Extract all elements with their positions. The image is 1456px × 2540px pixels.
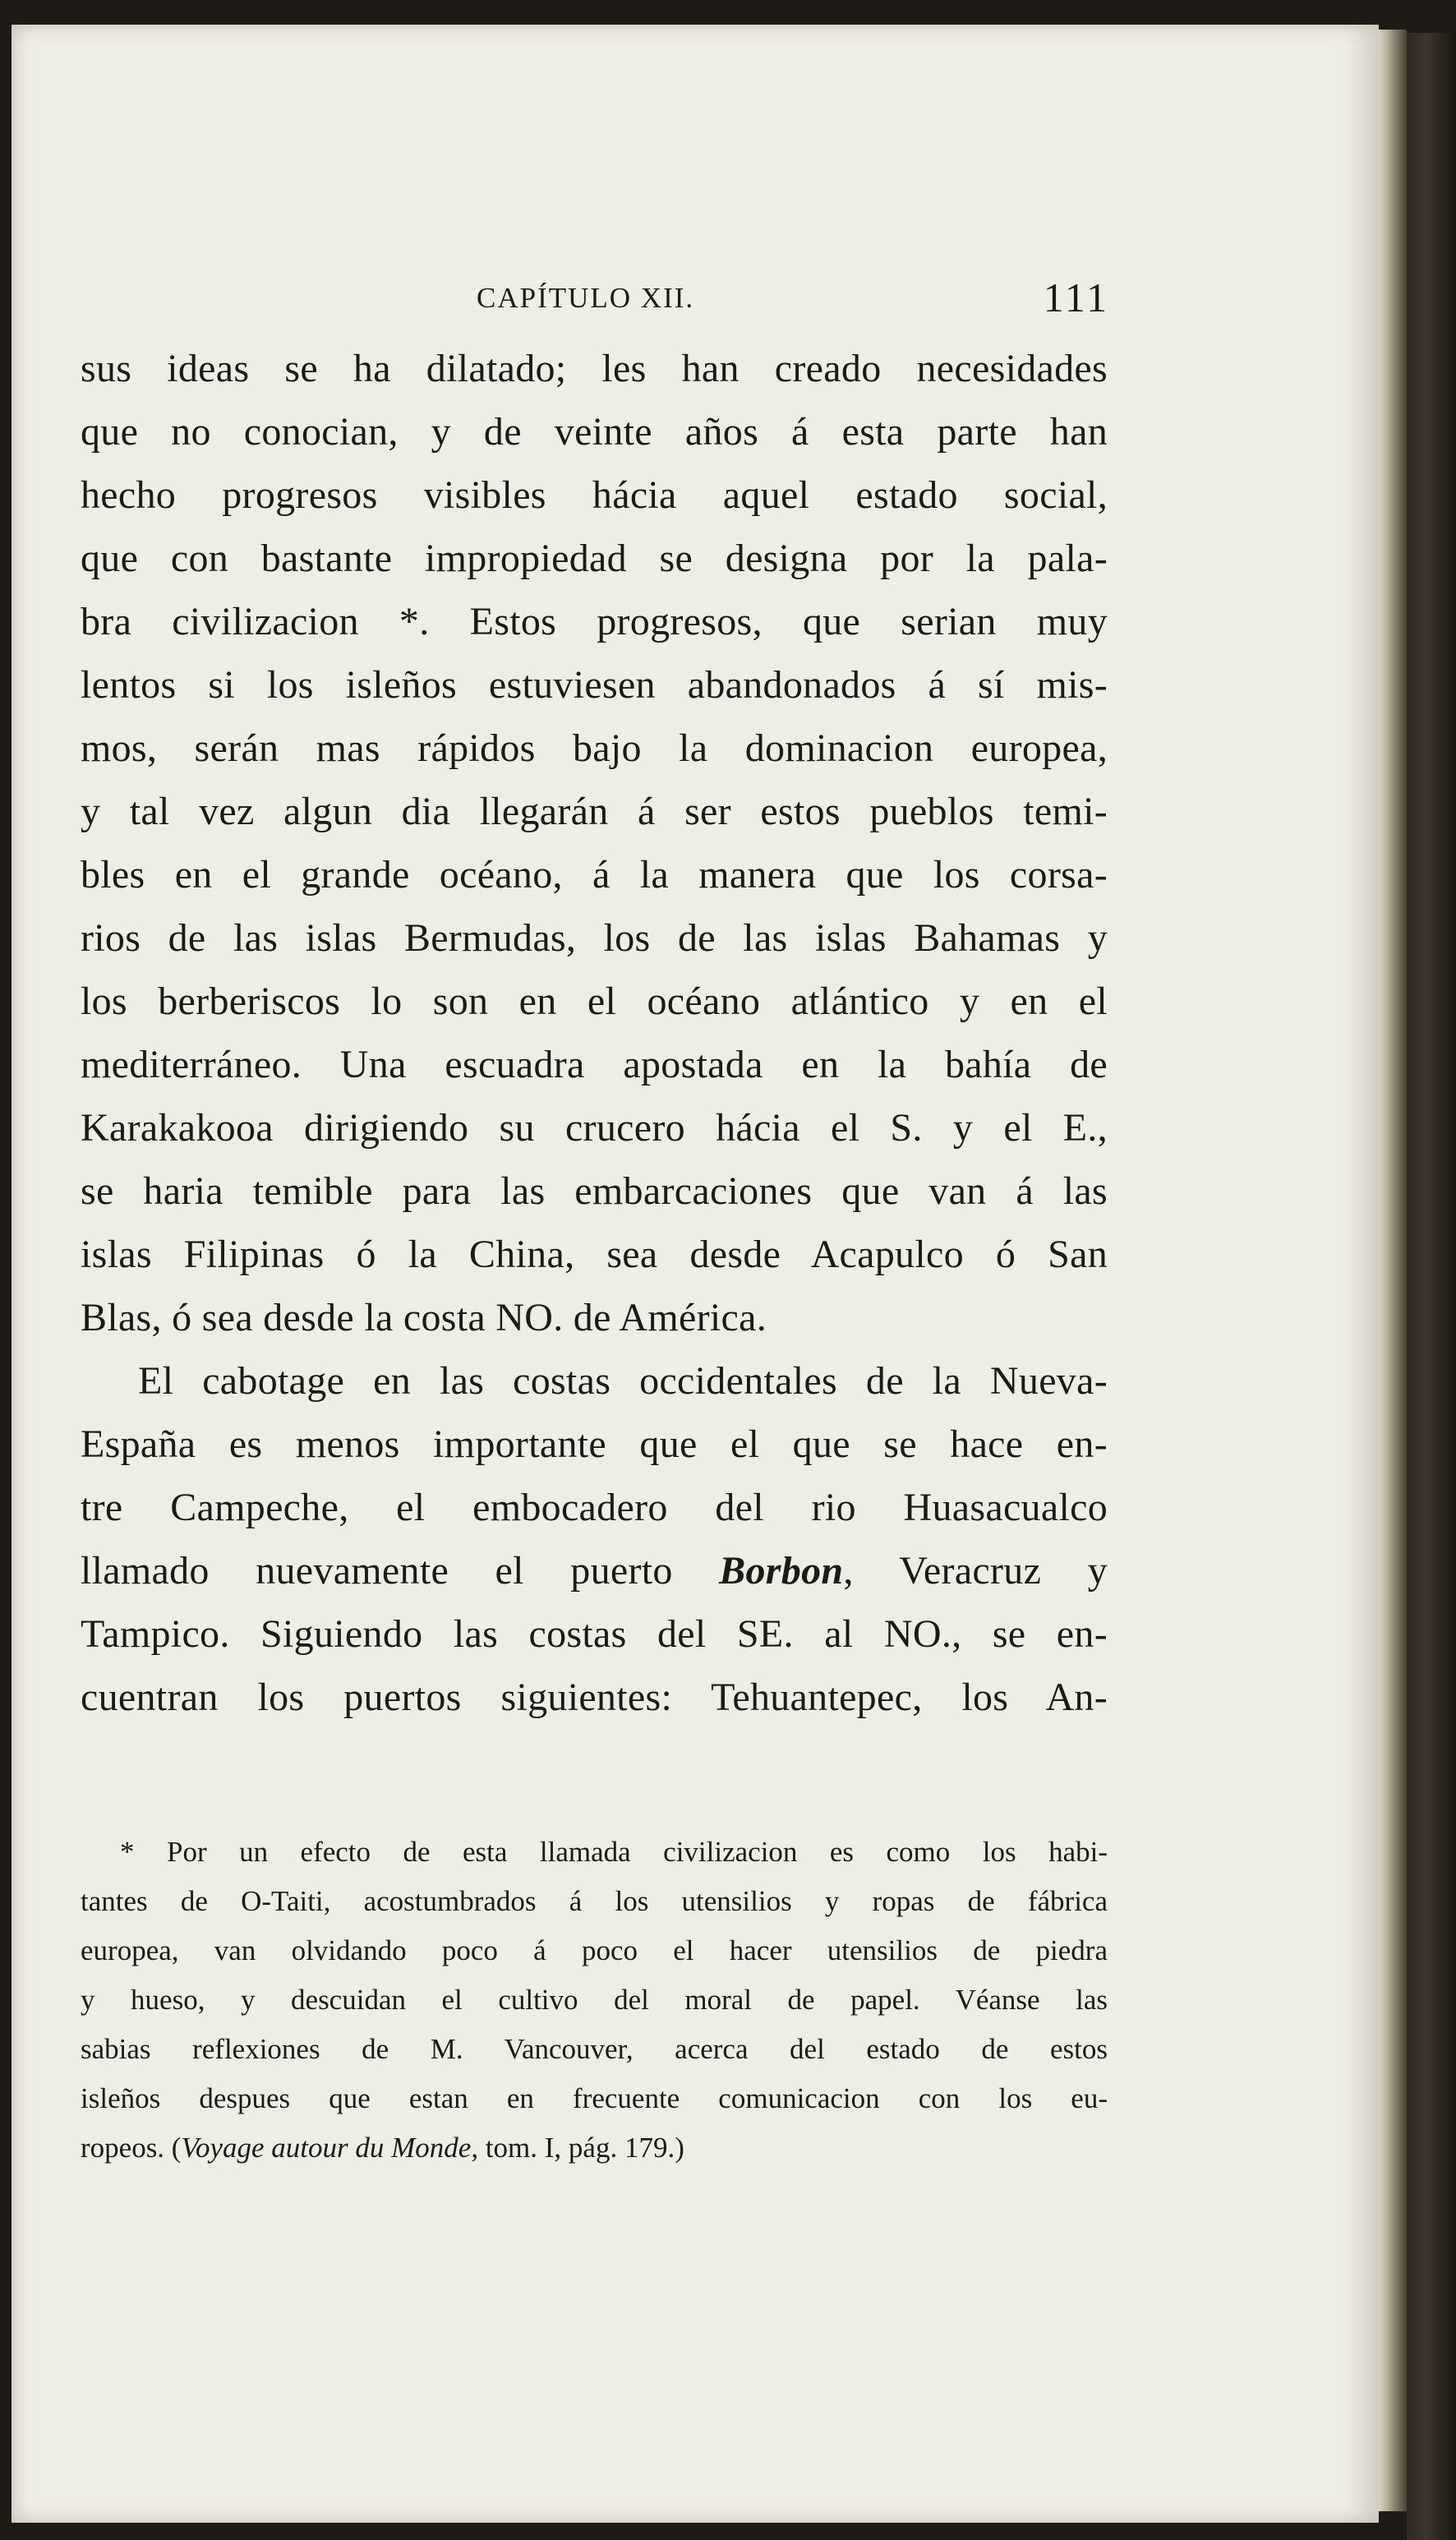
- text-line: y tal vez algun dia llegarán á ser estos pueblos temi-: [81, 790, 1108, 833]
- text-line: que con bastante impropiedad se designa por la pala-: [81, 537, 1108, 580]
- text-line: tre Campeche, el embocadero del rio Huasacualco: [81, 1486, 1108, 1529]
- footnote-line: sabias reflexiones de M. Vancouver, acerca del estado de estos: [81, 2033, 1108, 2065]
- text-line: que no conocian, y de veinte años á esta parte han: [81, 410, 1108, 454]
- footnote-line: europea, van olvidando poco á poco el hacer utensilios de piedra: [81, 1934, 1108, 1966]
- running-header: [477, 274, 1109, 323]
- text-line: bra civilizacion *. Estos progresos, que serian muy: [81, 600, 1108, 643]
- footnote-line: y hueso, y descuidan el cultivo del moral de papel. Véanse las: [81, 1984, 1108, 2016]
- footnote: [81, 1828, 1108, 2173]
- text-line: lentos si los isleños estuviesen abandonados á sí mis-: [81, 663, 1108, 707]
- book-cover-edge: [1407, 33, 1456, 2540]
- footnote-line: tantes de O-Taiti, acostumbrados á los utensilios y ropas de fábrica: [81, 1885, 1108, 1917]
- text-line: cuentran los puertos siguientes: Tehuantepec, los An-: [81, 1676, 1108, 1719]
- text-fragment: llamado nuevamente el puerto: [81, 1549, 720, 1593]
- running-title: CAPÍTULO XII.: [477, 282, 695, 314]
- text-line: rios de las islas Bermudas, los de las islas Bahamas y: [81, 916, 1108, 960]
- text-line: mediterráneo. Una escuadra apostada en la bahía de: [81, 1043, 1108, 1086]
- body-text: [81, 337, 1108, 1729]
- footnote-line: [81, 2123, 1108, 2173]
- text-line: islas Filipinas ó la China, sea desde Acapulco ó San: [81, 1233, 1108, 1276]
- text-fragment: , Veracruz y: [843, 1549, 1108, 1593]
- text-line: se haria temible para las embarcaciones que van á las: [81, 1169, 1108, 1213]
- text-fragment: , tom. I, pág. 179.): [471, 2132, 684, 2164]
- page-fore-edge: [1379, 30, 1407, 2511]
- text-line: mos, serán mas rápidos bajo la dominacion europea,: [81, 726, 1108, 770]
- text-line: hecho progresos visibles hácia aquel estado social,: [81, 473, 1108, 517]
- text-line: [81, 1539, 1108, 1602]
- text-line: Blas, ó sea desde la costa NO. de América.: [81, 1296, 767, 1339]
- text-line: España es menos importante que el que se hace en-: [81, 1422, 1108, 1466]
- text-line: Tampico. Siguiendo las costas del SE. al NO., se en-: [81, 1612, 1108, 1656]
- text-line: Karakakooa dirigiendo su crucero hácia el S. y el E.,: [81, 1106, 1108, 1150]
- text-fragment: ropeos. (: [81, 2132, 182, 2164]
- footnote-line: * Por un efecto de esta llamada civilizacion es como los habi-: [120, 1836, 1108, 1868]
- italic-port-name: Borbon: [719, 1549, 844, 1593]
- italic-book-title: Voyage autour du Monde: [181, 2132, 472, 2164]
- text-line: los berberiscos lo son en el océano atlántico y en el: [81, 980, 1108, 1023]
- footnote-line: isleños despues que estan en frecuente comunicacion con los eu-: [81, 2082, 1108, 2114]
- text-line: sus ideas se ha dilatado; les han creado necesidades: [81, 347, 1108, 390]
- page-number: 111: [1043, 274, 1109, 320]
- paragraph-first-line: El cabotage en las costas occidentales de la Nueva-: [138, 1359, 1108, 1403]
- text-line: bles en el grande océano, á la manera que los corsa-: [81, 853, 1108, 897]
